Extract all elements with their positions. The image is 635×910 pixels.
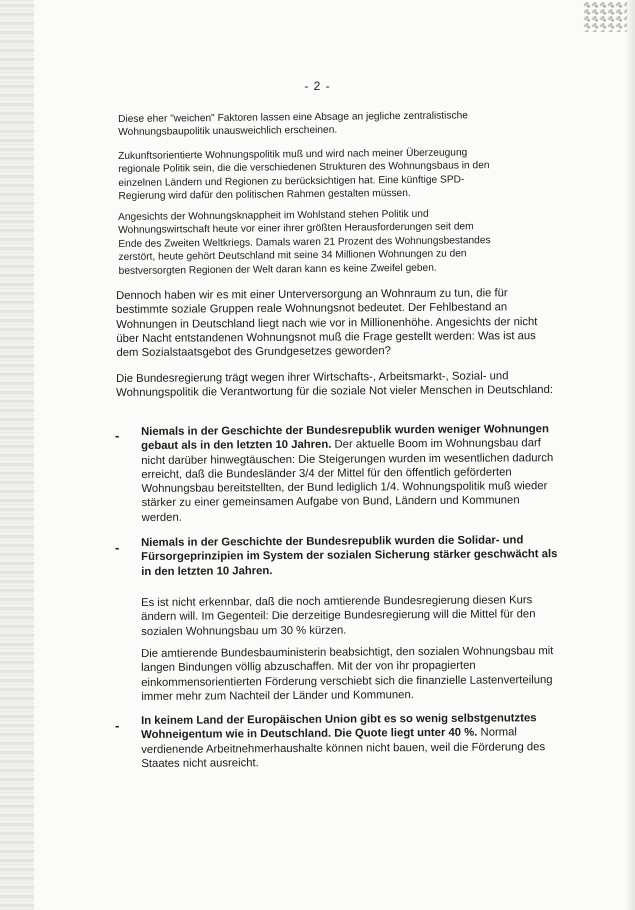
paragraph-unterversorgung: Dennoch haben wir es mit einer Unterversorgung an Wohnraum zu tun, die für bestimmte soziale Gruppen reale Wohnungsnot bedeutet. Der Fehlbestand an Wohnungen in Deutschland liegt nach wie vor in Millionenhöhe. Angesichts der nicht über Nacht entstandenen Wohnungsnot muß die Frage gestellt werden: Was ist aus dem Sozialstaatsgebot des Grundgesetzes geworden? <box>116 287 538 360</box>
bullet-wohnungsbau <box>141 422 562 525</box>
scan-right-edge <box>625 0 635 910</box>
bullet-bold-text: Niemals in der Geschichte der Bundesrepublik wurden weniger Wohnungen gebaut als in den letzten 10 Jahren. <box>141 423 549 453</box>
paragraph-wohnungsknappheit: Angesichts der Wohnungsknappheit im Wohlstand stehen Politik und Wohnungswirtschaft heute vor einer ihrer größten Herausforderungen seit dem Ende des Zweiten Weltkriegs. Damals waren 21 Prozent des Wohnungsbestandes zerstört, heute gehört Deutschland mit seine 34 Millionen Wohnungen zu den bestversorgten Regionen der Welt daran kann es keine Zweifel geben. <box>118 208 491 277</box>
bullet-bold-text: In keinem Land der Europäischen Union gibt es so wenig selbstgenutztes Wohneigentum wie in Deutschland. Die Quote liegt unter 40 %. <box>141 712 537 742</box>
bullet-wohneigentum <box>141 711 561 771</box>
bullet-dash: - <box>115 540 120 555</box>
scan-left-edge <box>0 0 34 910</box>
paragraph-bundesbauministerin: Die amtierende Bundesbauministerin beabsichtigt, den sozialen Wohnungsbau mit langen Bindungen völlig abzuschaffen. Mit der von ihr propagierten einkommensorientierten Förderung verschiebt sich die finanzielle Lastenverteilung immer mehr zum Nachteil der Länder und Kommunen. <box>141 645 554 703</box>
paragraph-kurs-aendern: Es ist nicht erkennbar, daß die noch amtierende Bundesregierung diesen Kurs ändern will. Im Gegenteil: Die derzeitige Bundesregierung will die Mittel für den sozialen Wohnungsbau um 30 % kürzen. <box>141 594 536 638</box>
bullet-bold-text: Niemals in der Geschichte der Bundesrepublik wurden die Solidar- und Fürsorgeprinzipien im System der sozialen Sicherung stärker geschwächt als in den letzten 10 Jahren. <box>141 534 558 578</box>
paragraph-weiche-faktoren: Diese eher "weichen" Faktoren lassen eine Absage an jegliche zentralistische Wohnungsbaupolitik unausweichlich erscheinen. <box>118 110 468 139</box>
paragraph-bundesregierung-verantwortung: Die Bundesregierung trägt wegen ihrer Wirtschafts-, Arbeitsmarkt-, Sozial- und Wohnungspolitik die Verantwortung für die soziale Not vieler Menschen in Deutschland: <box>116 370 554 400</box>
paragraph-zukunftsorientierte-politik: Zukunftsorientierte Wohnungspolitik muß und wird nach meiner Überzeugung regionale Politik sein, die die verschiedenen Strukturen des Wohnungsbaus in den einzelnen Ländern und Regionen zu berücksichtigen hat. Eine künftige SPD-Regierung wird dafür den politischen Rahmen gestalten müssen. <box>118 147 490 203</box>
bullet-dash: - <box>115 428 120 443</box>
bullet-solidarprinzipien <box>141 533 561 579</box>
scan-corner-noise <box>583 2 627 32</box>
bullet-dash: - <box>115 718 120 733</box>
bullet-body-text: Normal verdienende Arbeitnehmerhaushalte können nicht bauen, weil die Förderung des Staates nicht ausreicht. <box>141 726 546 770</box>
bullet-body-text: Der aktuelle Boom im Wohnungsbau darf nicht darüber hinwegtäuschen: Die Steigerungen wurden im wesentlichen dadurch erreicht, daß die Bundesländer 3/4 der Mittel für den öffentlich geförderten Wohnungsbau bereitstellten, der Bund lediglich 1/4. Wohnungspolitik muß wieder stärker zu einer gemeinsamen Aufgabe von Bund, Ländern und Kommunen werden. <box>141 437 554 524</box>
page-number: - 2 - <box>304 79 331 93</box>
